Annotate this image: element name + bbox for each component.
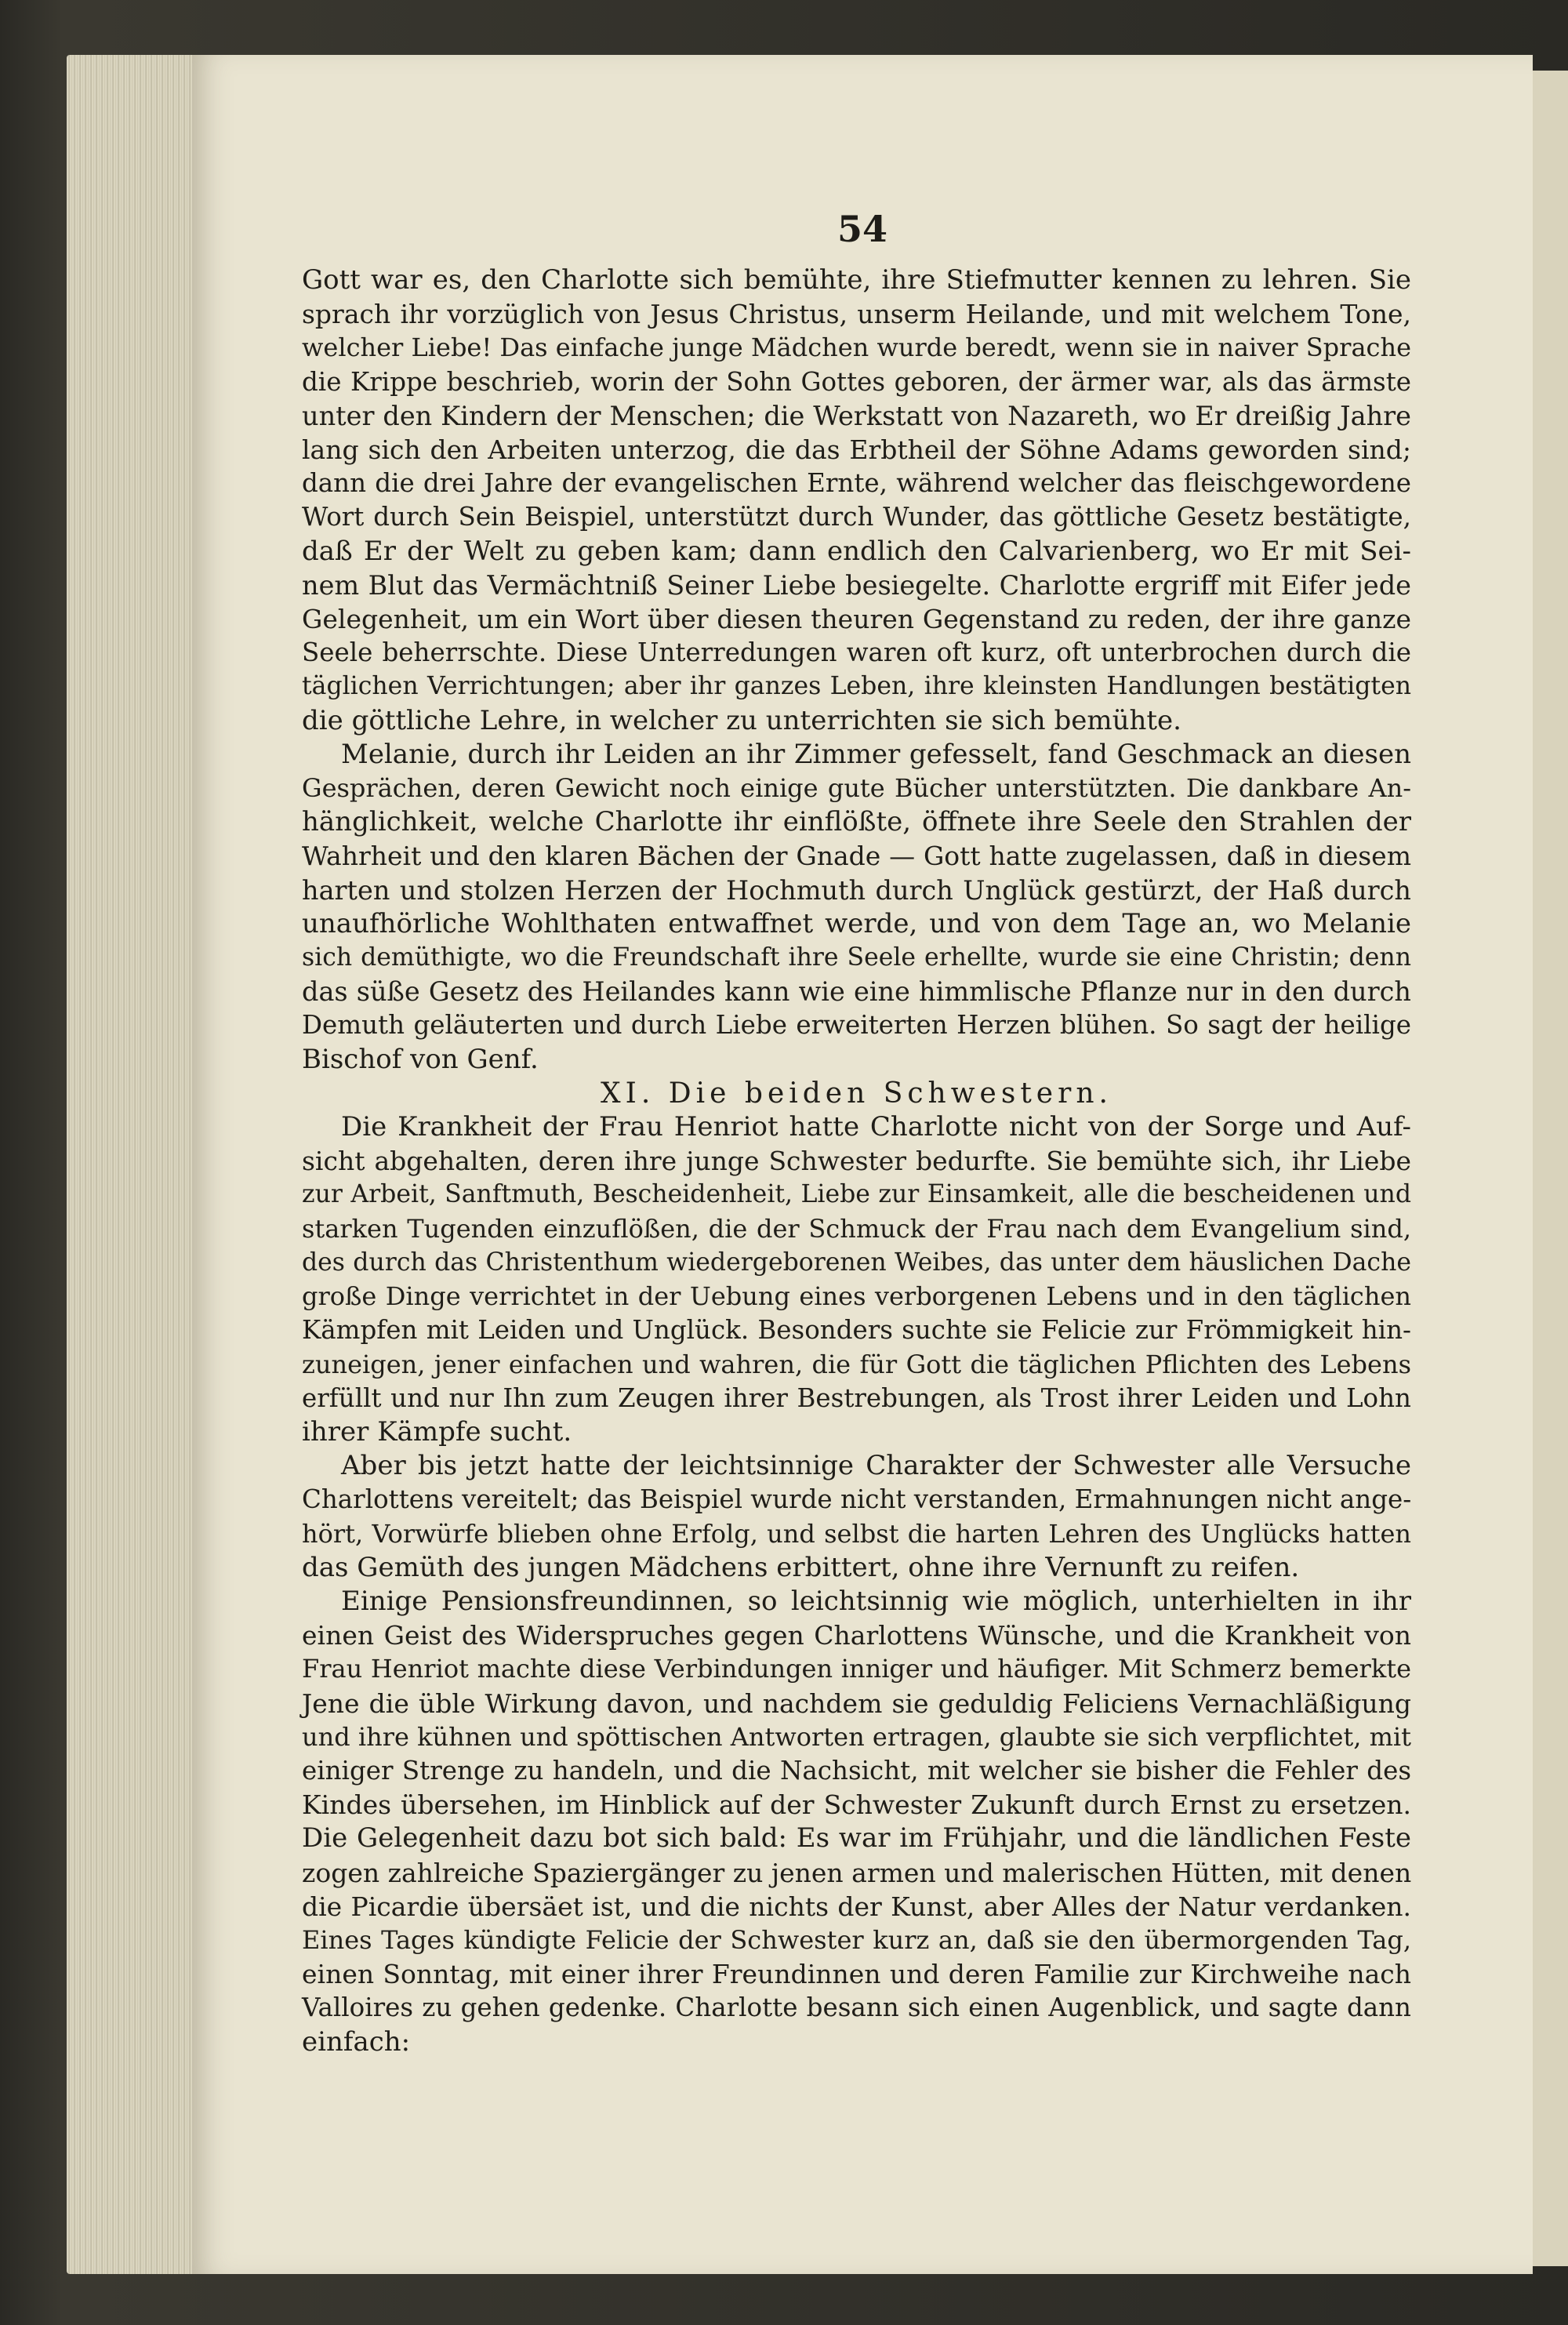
- text-line: hänglichkeit, welche Charlotte ihr einflößte, öffnete ihre Seele den Strahlen der: [302, 806, 1411, 838]
- text-line: zur Arbeit, Sanftmuth, Bescheidenheit, Liebe zur Einsamkeit, alle die bescheidenen und: [302, 1180, 1411, 1209]
- text-line: daß Er der Welt zu geben kam; dann endlich den Calvarienberg, wo Er mit Sei-: [302, 535, 1411, 567]
- text-line: Die Krankheit der Frau Henriot hatte Charlotte nicht von der Sorge und Auf-: [341, 1111, 1411, 1143]
- text-line: die Picardie übersäet ist, und die nichts der Kunst, aber Alles der Natur verdanken.: [302, 1891, 1411, 1922]
- text-line: Bischof von Genf.: [302, 1043, 539, 1075]
- text-line: Gott war es, den Charlotte sich bemühte, ihre Stiefmutter kennen zu lehren. Sie: [302, 264, 1411, 296]
- text-line: täglichen Verrichtungen; aber ihr ganzes Leben, ihre kleinsten Handlungen bestätigten: [302, 672, 1411, 701]
- text-line: Wahrheit und den klaren Bächen der Gnade — Gott hatte zugelassen, daß in diesem: [302, 841, 1411, 872]
- text-line: unter den Kindern der Menschen; die Werkstatt von Nazareth, wo Er dreißig Jahre: [302, 400, 1411, 431]
- text-line: Charlottens vereitelt; das Beispiel wurde nicht verstanden, Ermahnungen nicht ange-: [302, 1484, 1412, 1515]
- text-line: Eines Tages kündigte Felicie der Schwester kurz an, daß sie den übermorgenden Tag,: [302, 1924, 1411, 1955]
- next-page-edge: [1533, 71, 1568, 2266]
- text-line: einfach:: [302, 2025, 411, 2058]
- text-line: erfüllt und nur Ihn zum Zeugen ihrer Bestrebungen, als Trost ihrer Leiden und Lohn: [302, 1382, 1411, 1413]
- text-line: nem Blut das Vermächtniß Seiner Liebe besiegelte. Charlotte ergriff mit Eifer jede: [302, 569, 1411, 601]
- text-line: Aber bis jetzt hatte der leichtsinnige Charakter der Schwester alle Versuche: [341, 1450, 1411, 1482]
- text-line: Melanie, durch ihr Leiden an ihr Zimmer gefesselt, fand Geschmack an diesen: [341, 738, 1411, 770]
- text-line: Jene die üble Wirkung davon, und nachdem sie geduldig Feliciens Vernachläßigung: [302, 1687, 1411, 1719]
- text-line: Frau Henriot machte diese Verbindungen inniger und häufiger. Mit Schmerz bemerkte: [302, 1654, 1411, 1684]
- text-line: Einige Pensionsfreundinnen, so leichtsinnig wie möglich, unterhielten in ihr: [341, 1585, 1411, 1617]
- text-line: Kämpfen mit Leiden und Unglück. Besonders suchte sie Felicie zur Frömmigkeit hin-: [302, 1315, 1411, 1346]
- body-text: [302, 263, 1411, 2059]
- text-line: harten und stolzen Herzen der Hochmuth durch Unglück gestürzt, der Haß durch: [302, 874, 1411, 906]
- text-line: einen Sonntag, mit einer ihrer Freundinnen und deren Familie zur Kirchweihe nach: [302, 1959, 1411, 1990]
- text-line: dann die drei Jahre der evangelischen Ernte, während welcher das fleischgewordene: [302, 468, 1411, 499]
- chapter-heading: XI. Die beiden Schwestern.: [601, 1077, 1112, 1110]
- text-line: Valloires zu gehen gedenke. Charlotte besann sich einen Augenblick, und sagte dann: [302, 1993, 1411, 2023]
- text-line: sich demüthigte, wo die Freundschaft ihre Seele erhellte, wurde sie eine Christin; denn: [302, 943, 1411, 972]
- text-line: und ihre kühnen und spöttischen Antworten ertragen, glaubte sie sich verpflichtet, mit: [302, 1721, 1412, 1752]
- text-line: des durch das Christenthum wiedergeborenen Weibes, das unter dem häuslichen Dache: [302, 1248, 1411, 1277]
- text-line: Gesprächen, deren Gewicht noch einige gute Bücher unterstützten. Die dankbare An-: [302, 773, 1411, 804]
- text-line: Demuth geläuterten und durch Liebe erweiterten Herzen blühen. So sagt der heilige: [302, 1010, 1411, 1041]
- text-line: sprach ihr vorzüglich von Jesus Christus, unserm Heilande, und mit welchem Tone,: [302, 299, 1411, 330]
- page-number: 54: [837, 208, 887, 250]
- text-line: zuneigen, jener einfachen und wahren, die für Gott die täglichen Pflichten des Lebens: [302, 1349, 1411, 1379]
- text-line: zogen zahlreiche Spaziergänger zu jenen armen und malerischen Hütten, mit denen: [302, 1857, 1412, 1888]
- text-line: Die Gelegenheit dazu bot sich bald: Es war im Frühjahr, und die ländlichen Feste: [302, 1822, 1411, 1855]
- text-line: das süße Gesetz des Heilandes kann wie eine himmlische Pflanze nur in den durch: [302, 976, 1411, 1008]
- text-line: einen Geist des Widerspruches gegen Charlottens Wünsche, und die Krankheit von: [302, 1620, 1411, 1651]
- text-line: Gelegenheit, um ein Wort über diesen theuren Gegenstand zu reden, der ihre ganze: [302, 604, 1411, 635]
- text-line: starken Tugenden einzuflößen, die der Schmuck der Frau nach dem Evangelium sind,: [302, 1213, 1411, 1244]
- text-line: einiger Strenge zu handeln, und die Nachsicht, mit welcher sie bisher die Fehler des: [302, 1755, 1411, 1786]
- text-line: große Dinge verrichtet in der Uebung eines verborgenen Lebens und in den täglichen: [302, 1281, 1411, 1312]
- text-line: das Gemüth des jungen Mädchens erbittert, ohne ihre Vernunft zu reifen.: [302, 1551, 1300, 1583]
- text-line: ihrer Kämpfe sucht.: [302, 1415, 572, 1448]
- text-line: die Krippe beschrieb, worin der Sohn Gottes geboren, der ärmer war, als das ärmste: [302, 366, 1411, 397]
- text-line: Kindes übersehen, im Hinblick auf der Schwester Zukunft durch Ernst zu ersetzen.: [302, 1789, 1411, 1821]
- text-line: unaufhörliche Wohlthaten entwaffnet werde, und von dem Tage an, wo Melanie: [302, 907, 1411, 939]
- text-line: sicht abgehalten, deren ihre junge Schwester bedurfte. Sie bemühte sich, ihr Liebe: [302, 1146, 1411, 1177]
- text-line: Wort durch Sein Beispiel, unterstützt durch Wunder, das göttliche Gesetz bestätigte,: [302, 502, 1411, 532]
- text-line: welcher Liebe! Das einfache junge Mädchen wurde beredt, wenn sie in naiver Sprache: [302, 332, 1411, 363]
- text-line: die göttliche Lehre, in welcher zu unterrichten sie sich bemühte.: [302, 704, 1181, 736]
- text-line: hört, Vorwürfe blieben ohne Erfolg, und selbst die harten Lehren des Unglücks hatten: [302, 1518, 1411, 1549]
- text-line: lang sich den Arbeiten unterzog, die das Erbtheil der Söhne Adams geworden sind;: [302, 434, 1411, 466]
- page-edges: [67, 55, 200, 2274]
- text-line: Seele beherrschte. Diese Unterredungen waren oft kurz, oft unterbrochen durch die: [302, 638, 1411, 668]
